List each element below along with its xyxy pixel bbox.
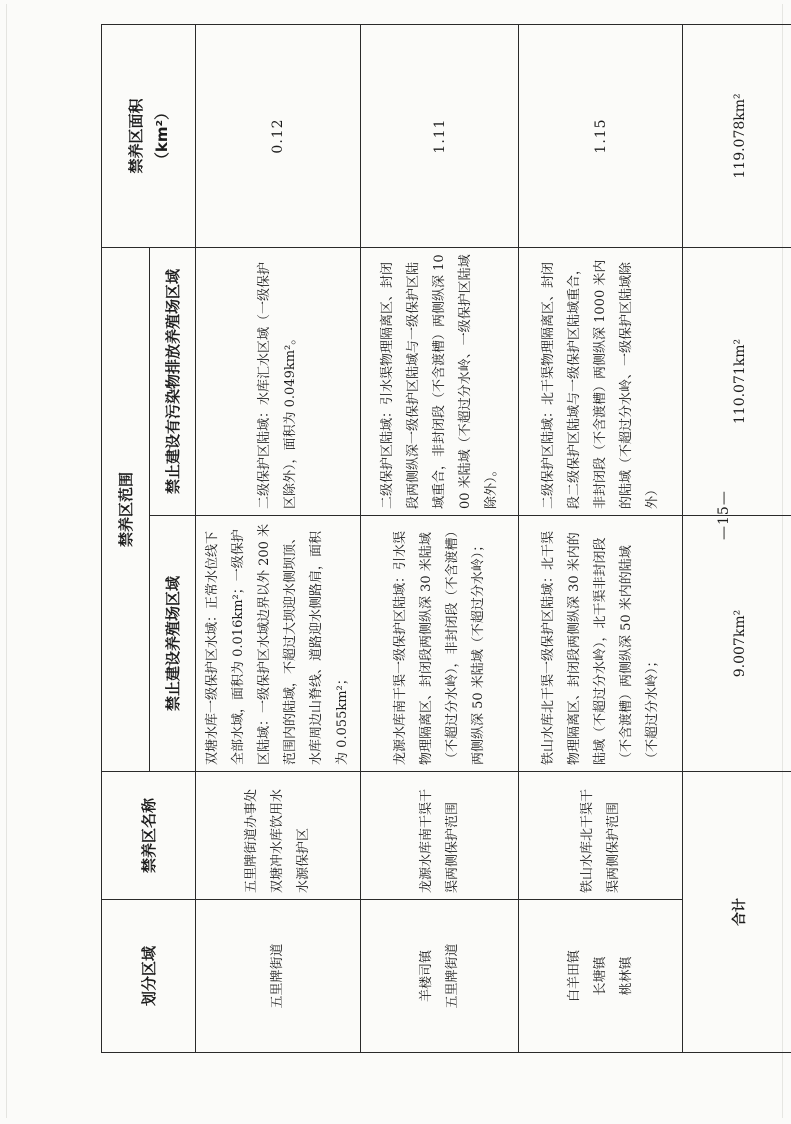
region-cell: 白羊田镇 长塘镇 桃林镇: [519, 900, 683, 1053]
farm-zone-cell: 龙源水库南干渠一级保护区陆域：引水渠物理隔离区、封闭段两侧纵深 30 米陆域（不超过分水岭），非封闭段（不含渡槽）两侧纵深 50 米陆域（不超过分水岭）；: [361, 516, 519, 772]
total-label: 合计: [683, 772, 791, 1053]
header-region: 划分区域: [102, 900, 196, 1053]
header-area-name: 禁养区名称: [102, 772, 196, 900]
header-area-size: [102, 24, 196, 247]
header-farm-zone: 禁止建设养殖场区域: [150, 516, 196, 772]
total-pollutant-zone: 110.071km²: [683, 247, 791, 515]
region-cell: 羊楼司镇 五里牌街道: [361, 900, 519, 1053]
area-cell: 1.15: [519, 24, 683, 247]
table-row: [361, 24, 519, 1052]
header-scope: 禁养区范围: [102, 247, 150, 771]
pollutant-zone-cell: 二级保护区陆域：水库汇水区域（一级保护区除外），面积为 0.049km²。: [196, 247, 361, 515]
area-name-cell: 龙源水库南干渠干渠两侧保护范围: [361, 772, 519, 900]
total-farm-zone: 9.007km²: [683, 516, 791, 772]
total-area: 119.078km²: [683, 24, 791, 247]
farm-zone-cell: 双塘水库一级保护区水域：正常水位线下全部水域，面积为 0.016km²；一级保护区陆域：一级保护区水域边界以外 200 米范围内的陆域，不超过大坝迎水侧坝顶、水库周边山脊线、道路迎水侧路肩，面积为 0.055km²；: [196, 516, 361, 772]
area-cell: 1.11: [361, 24, 519, 247]
total-row: [683, 24, 791, 1052]
rotated-table-container: [101, 25, 763, 1053]
header-area-size-label: 禁养区面积: [126, 98, 145, 174]
area-cell: 0.12: [196, 24, 361, 247]
area-name-cell: 铁山水库北干渠干渠两侧保护范围: [519, 772, 683, 900]
farm-zone-cell: 铁山水库北干渠一级保护区陆域：北干渠物理隔离区、封闭段两侧纵深 30 米内的陆域（不超过分水岭），北干渠非封闭段（不含渡槽）两侧纵深 50 米内的陆域（不超过分水岭）；: [519, 516, 683, 772]
pollutant-zone-cell: 二级保护区陆域：北干渠物理隔离区、封闭段二级保护区陆域与一级保护区陆域重合，非封闭段（不含渡槽）两侧纵深 1000 米内的陆域（不超过分水岭、一级保护区陆域除外）: [519, 247, 683, 515]
pollutant-zone-cell: 二级保护区陆域：引水渠物理隔离区、封闭段两侧纵深一级保护区陆域与一级保护区陆域重合，非封闭段（不含渡槽）两侧纵深 1000 米陆域（不超过分水岭、一级保护区陆域除外）。: [361, 247, 519, 515]
page-number: —15—: [716, 490, 732, 540]
region-cell: 五里牌街道: [196, 900, 361, 1053]
header-row-1: [102, 24, 150, 1052]
area-name-cell: 五里牌街道办事处双塘冲水库饮用水水源保护区: [196, 772, 361, 900]
table-row: [519, 24, 683, 1052]
header-pollutant-zone: 禁止建设有污染物排放养殖场区域: [150, 247, 196, 515]
restricted-area-table: [101, 24, 791, 1053]
header-area-size-unit: （km²）: [152, 104, 171, 168]
table-row: [196, 24, 361, 1052]
